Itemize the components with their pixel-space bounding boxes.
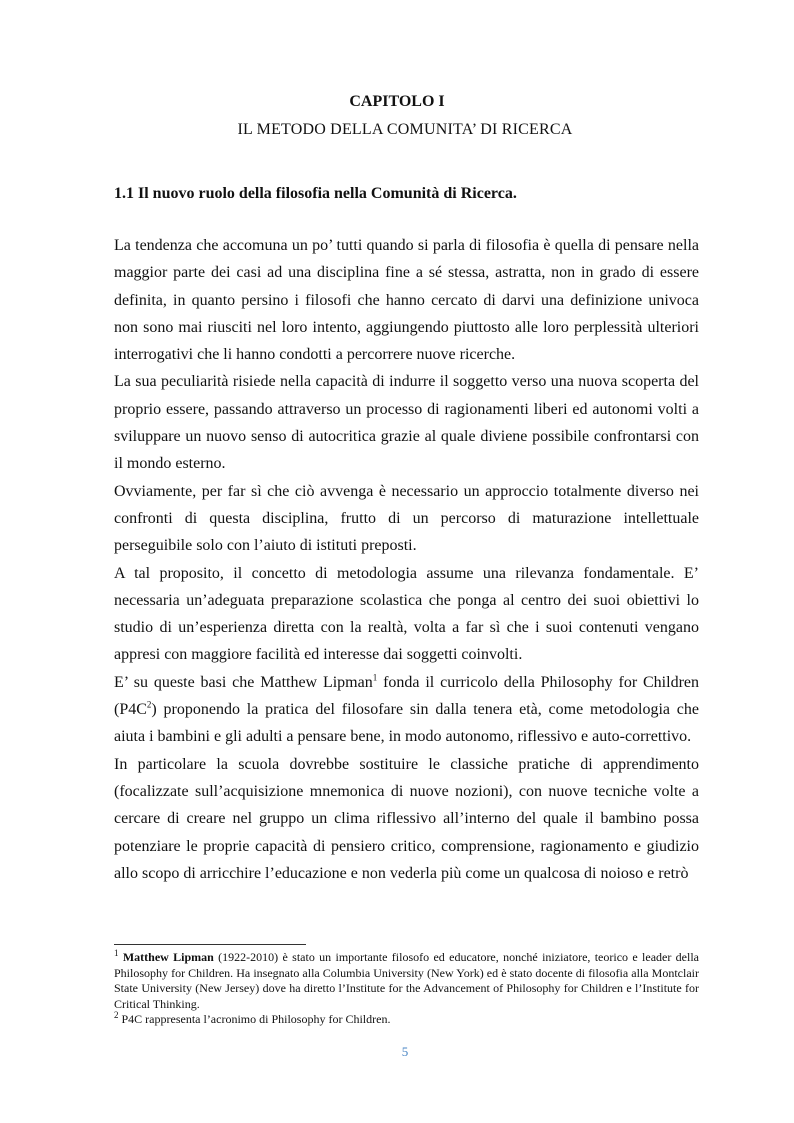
- footnote-1: [114, 950, 699, 1012]
- paragraph-1: La tendenza che accomuna un po’ tutti quando si parla di filosofia è quella di pensare nella maggior parte dei casi ad una disciplina fine a sé stessa, astratta, non in grado di essere definita, in quanto persino i filosofi che hanno cercato di darvi una definizione univoca non sono mai riusciti nel loro intento, aggiungendo piuttosto alle loro perplessità ulteriori interrogativi che li hanno condotti a percorrere nuove ricerche.: [114, 237, 699, 364]
- footnote-separator: [114, 944, 306, 945]
- footnotes: [114, 950, 699, 1028]
- paragraph-6: In particolare la scuola dovrebbe sostituire le classiche pratiche di apprendimento (focalizzate sull’acquisizione mnemonica di nuove nozioni), con nuove tecniche volte a cercare di creare nel gruppo un clima riflessivo all’interno del quale il bambino possa potenziare le proprie capacità di pensiero critico, comprensione, ragionamento e giudizio allo scopo di arricchire l’educazione e non vederla più come un qualcosa di noioso e retrò: [114, 755, 699, 882]
- footnote-2-marker: 2: [114, 1010, 119, 1021]
- footnote-ref-2[interactable]: 2: [146, 699, 152, 710]
- body-text: [114, 232, 699, 887]
- paragraph-4: A tal proposito, il concetto di metodologia assume una rilevanza fondamentale. E’ necessaria un’adeguata preparazione scolastica che ponga al centro dei suoi obiettivi lo studio di un’esperienza diretta con la realtà, volta a far sì che i suoi contenuti vengano appresi con maggiore facilità ed interesse dai soggetti coinvolti.: [114, 564, 699, 664]
- footnote-1-marker: 1: [114, 948, 119, 958]
- paragraph-5: [114, 669, 699, 751]
- footnote-ref-1[interactable]: 1: [372, 672, 378, 683]
- paragraph-3: Ovviamente, per far sì che ciò avvenga è necessario un approccio totalmente diverso nei confronti di questa disciplina, frutto di un percorso di maturazione intellettuale perseguibile solo con l’aiuto di istituti preposti.: [114, 482, 699, 555]
- paragraph-2: La sua peculiarità risiede nella capacità di indurre il soggetto verso una nuova scoperta del proprio essere, passando attraverso un processo di ragionamenti liberi ed autonomi volti a sviluppare un nuovo senso di autocritica grazie al quale diviene possibile confrontarsi con il mondo esterno.: [114, 373, 699, 473]
- section-heading: 1.1 Il nuovo ruolo della filosofia nella Comunità di Ricerca.: [114, 185, 517, 202]
- footnote-2-text: P4C rappresenta l’acronimo di Philosophy for Children.: [118, 1012, 391, 1027]
- paragraph-5-part-c: ) proponendo la pratica del filosofare sin dalla tenera età, come metodologia che aiuta i bambini e gli adulti a pensare bene, in modo autonomo, riflessivo e auto-correttivo.: [114, 701, 699, 746]
- paragraph-5-part-b: fonda il curricolo della Philosophy for Children (P4C: [114, 673, 700, 719]
- footnote-1-name: Matthew Lipman: [122, 950, 214, 964]
- page-number: 5: [401, 1044, 409, 1059]
- footnote-2: [114, 1012, 699, 1028]
- chapter-title: IL METODO DELLA COMUNITA’ DI RICERCA: [237, 121, 573, 138]
- footnote-1-text: (1922-2010) è stato un importante filosofo ed educatore, nonché iniziatore, teorico e leader della Philosophy for Children. Ha insegnato alla Columbia University (New York) ed è stato docente di filosofia alla Montclair State University (New Jersey) dove ha diretto l’Institute for the Advancement of Philosophy for Children e l’Institute for Critical Thinking.: [114, 950, 699, 1011]
- chapter-label: CAPITOLO I: [349, 93, 445, 110]
- paragraph-5-part-a: E’ su queste basi che Matthew Lipman: [114, 673, 373, 691]
